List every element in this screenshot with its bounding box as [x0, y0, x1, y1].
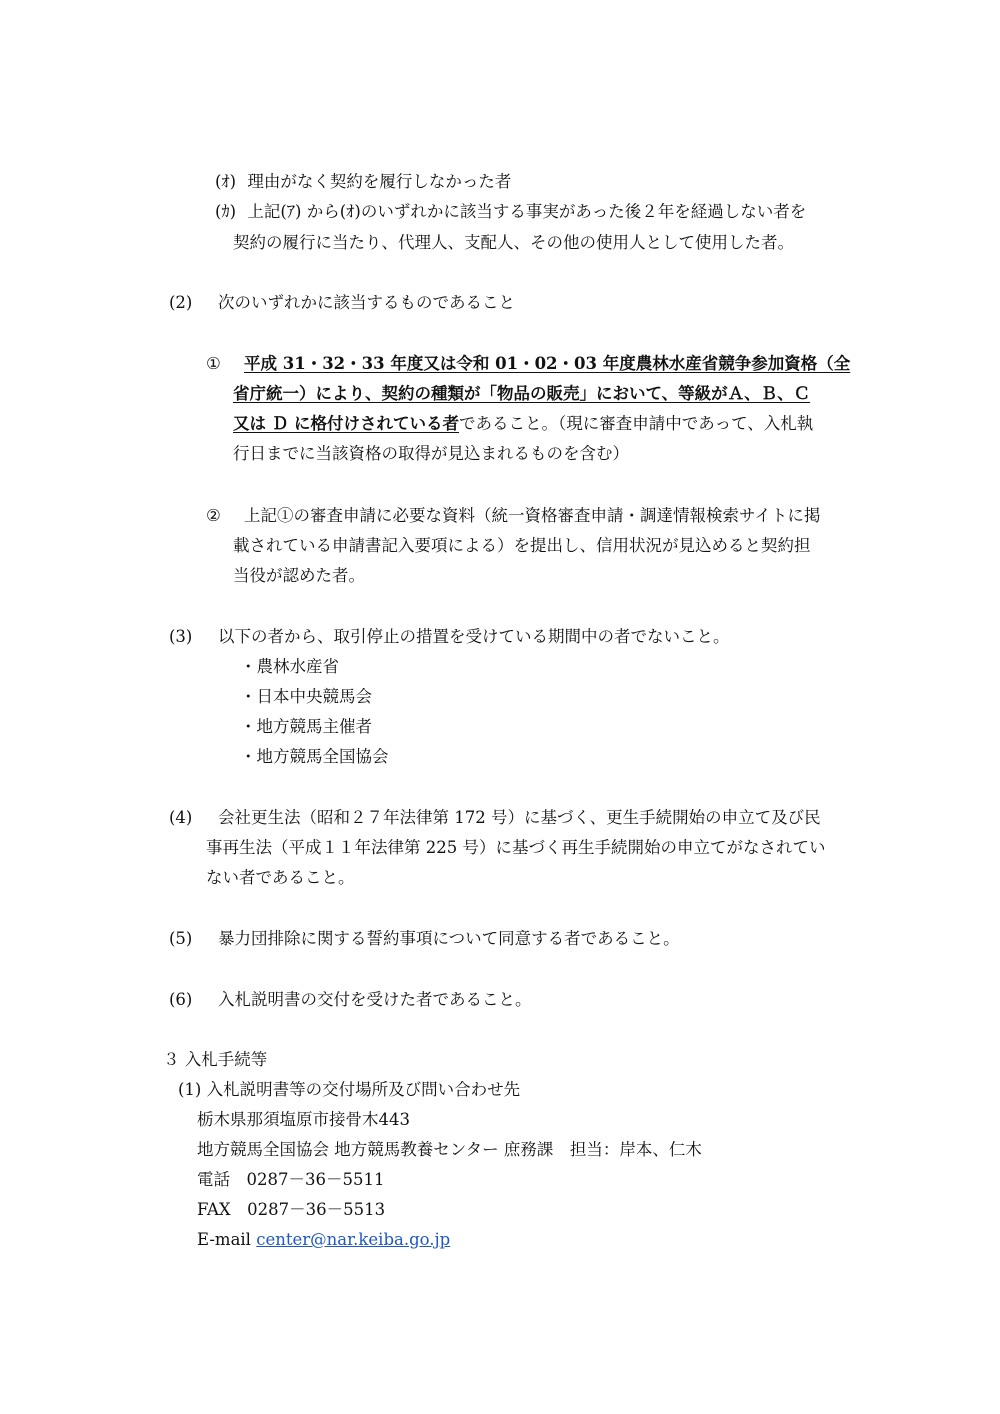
contact-address: 栃木県那須塩原市接骨木443 [197, 1110, 410, 1129]
email-link[interactable]: center@nar.keiba.go.jp [256, 1230, 451, 1249]
s6-text: 入札説明書の交付を受けた者であること。 [218, 990, 532, 1009]
s3-text: 以下の者から、取引停止の措置を受けている期間中の者でないこと。 [218, 627, 730, 646]
list-item: ・地方競馬主催者 [240, 717, 372, 736]
s2-text: 次のいずれかに該当するものであること [218, 293, 515, 312]
s4-line2: 事再生法（平成１１年法律第 225 号）に基づく再生手続開始の申立てがなされてい [206, 838, 826, 857]
s5-text: 暴力団排除に関する誓約事項について同意する者であること。 [218, 929, 680, 948]
s2-c2-line3: 当役が認めた者。 [233, 566, 365, 585]
list-item: ・農林水産省 [240, 657, 339, 676]
s5-num: (5) [169, 929, 193, 948]
section-heading: ３ 入札手続等 [163, 1050, 268, 1069]
s2-c1-line3 [233, 413, 813, 435]
item-o [215, 171, 511, 193]
s6-num: (6) [169, 990, 193, 1009]
s2-c1-line3-bold: 又は Ｄ に格付けされている者 [233, 414, 459, 433]
s4-line3: ない者であること。 [206, 868, 355, 887]
item-ka-text: 上記(ｱ) から(ｵ)のいずれかに該当する事実があった後２年を経過しない者を [247, 202, 807, 221]
s2-c1-line2: 省庁統一）により、契約の種類が「物品の販売」において、等級がＡ、Ｂ、Ｃ [233, 384, 811, 403]
contact-tel: 電話 0287－36－5511 [197, 1170, 385, 1189]
s2-c2-line1: 上記①の審査申請に必要な資料（統一資格審査申請・調達情報検索サイトに掲 [244, 506, 821, 525]
item-ka-label: (ｶ) [215, 202, 237, 221]
s2-c1-line1: 平成 31・32・33 年度又は令和 01・02・03 年度農林水産省競争参加資格（全 [244, 354, 851, 373]
s2-c1-mark: ① [206, 354, 221, 373]
list-item: ・地方競馬全国協会 [240, 747, 389, 766]
s2-c2-mark: ② [206, 506, 221, 525]
contact-title: (1) 入札説明書等の交付場所及び問い合わせ先 [178, 1080, 521, 1099]
s2-c1-line3-rest: であること。（現に審査申請中であって、入札執 [459, 414, 814, 433]
s3-num: (3) [169, 627, 193, 646]
item-ka-line2: 契約の履行に当たり、代理人、支配人、その他の使用人として使用した者。 [233, 233, 794, 252]
s4-line1: 会社更生法（昭和２７年法律第 172 号）に基づく、更生手続開始の申立て及び民 [218, 808, 821, 827]
list-item: ・日本中央競馬会 [240, 687, 372, 706]
s2-c2-line2: 載されている申請書記入要項による）を提出し、信用状況が見込めると契約担 [233, 536, 811, 555]
contact-fax: FAX 0287－36－5513 [197, 1200, 386, 1219]
s4-num: (4) [169, 808, 193, 827]
contact-org: 地方競馬全国協会 地方競馬教養センター 庶務課 担当：岸本、仁木 [197, 1140, 702, 1159]
item-o-label: (ｵ) [215, 172, 237, 191]
email-label: E-mail [197, 1230, 251, 1249]
item-ka-line1 [215, 201, 806, 223]
contact-email-line [197, 1229, 450, 1251]
item-o-text: 理由がなく契約を履行しなかった者 [247, 172, 512, 191]
s2-c1-line4: 行日までに当該資格の取得が見込まれるものを含む） [233, 444, 629, 463]
s2-num: (2) [169, 293, 193, 312]
